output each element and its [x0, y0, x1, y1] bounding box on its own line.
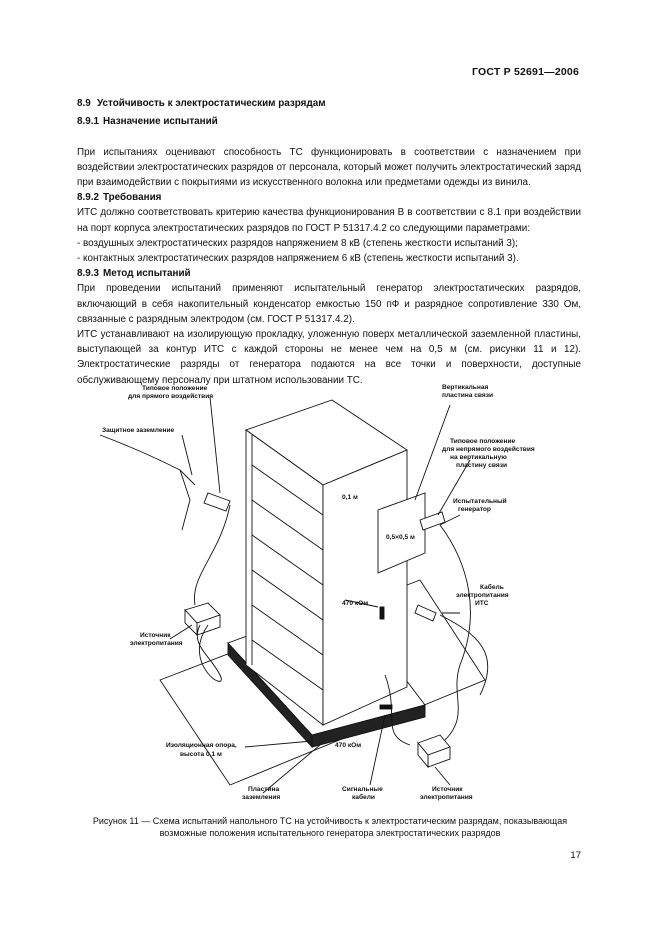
caption-line-2: возможные положения испытательного генератора электростатических разрядов: [159, 828, 501, 838]
label-insulating: Изоляционная опора,: [166, 742, 237, 749]
label-vertical-plate: Вертикальная: [442, 384, 489, 391]
figure-11: [80, 375, 590, 815]
label-insulating-2: высота 0,1 м: [180, 751, 222, 758]
label-generator-2: генератор: [458, 506, 491, 513]
label-power-source-right: Источник: [432, 786, 463, 793]
label-typical-indirect-4: пластину связи: [456, 462, 508, 469]
subsection-number: 8.9.3: [77, 268, 99, 280]
label-dim-01: 0,1 м: [342, 494, 358, 501]
list-item: - воздушных электростатических разрядов напряжением 8 кВ (степень жесткости испытаний 3);: [77, 237, 518, 249]
subsection-number: 8.9.1: [77, 116, 99, 128]
cabinet-side: [323, 450, 407, 725]
label-resistor-bottom: 470 кОм: [335, 742, 362, 749]
label-signal-2: кабели: [352, 794, 375, 801]
subsection-heading: [77, 114, 581, 129]
figure-caption: [40, 815, 620, 839]
paragraph: При проведении испытаний применяют испытательный генератор электростатических разрядов, включающий в себя накопительный конденсатор емкостью 150 пФ и разрядное сопротивление 330 Ом, связанные с разрядным электродом (см. ГОСТ Р 51317.4.2).: [77, 283, 581, 325]
page-content: [77, 96, 581, 388]
subsection-number: 8.9.2: [77, 192, 99, 204]
label-plate-2: заземления: [242, 794, 281, 801]
label-resistor-top: 470 кОм: [342, 600, 369, 607]
label-typical-direct: Типовое положение: [142, 385, 208, 392]
paragraph: ИТС устанавливают на изолирующую прокладку, уложенную поверх металлической заземленной пластины, выступающей за контур ИТС с каждой стороны не менее чем на 0,5 м (см. рисунки 11 и 12). Электростатические разряды от генератора подаются на все точки и поверхности, доступные обслуживающему персоналу при штатном использовании ТС.: [77, 329, 581, 386]
section-heading: [77, 96, 581, 111]
caption-line-1: Рисунок 11 — Схема испытаний напольного ТС на устойчивость к электростатическим разрядам, показывающая: [92, 816, 568, 826]
label-generator: Испытательный: [453, 498, 507, 505]
label-cable: Кабель: [480, 584, 504, 591]
subsection-title: Назначение испытаний: [103, 116, 218, 128]
label-typical-indirect-3: на вертикальную: [450, 454, 507, 461]
label-dim-05: 0,5×0,5 м: [386, 534, 415, 541]
label-protective-ground: Защитное заземление: [102, 427, 175, 434]
section-number: 8.9: [77, 98, 91, 109]
label-power-source-right-2: электропитания: [420, 794, 473, 801]
paragraph: [77, 129, 581, 190]
page-number: 17: [570, 850, 581, 861]
esd-test-diagram: [80, 375, 590, 815]
label-power-source-left-2: электропитания: [130, 640, 183, 647]
label-vertical-plate-2: пластина связи: [442, 392, 494, 399]
subsection-heading: [77, 266, 581, 281]
label-cable-2: электропитания: [456, 592, 509, 599]
subsection-title: Требования: [103, 192, 162, 204]
label-typical-direct-2: для прямого воздействия: [128, 393, 214, 400]
paragraph-text: При испытаниях оценивают способность ТС функционировать в соответствии с назначением при воздействии электростатических разрядов от персонала, который может получить электростатический заряд при взаимодействии с покрытиями из искусственного волокна или предметами одежды из винила.: [77, 146, 581, 189]
label-typical-indirect: Типовое положение: [450, 438, 516, 445]
section-title: Устойчивость к электростатическим разрядам: [97, 98, 326, 109]
paragraph: ИТС должно соответствовать критерию качества функционирования В в соответствии с 8.1 при воздействии на порт корпуса электростатических разрядов по ГОСТ Р 51317.4.2 со следующими параметрами:: [77, 207, 581, 234]
list-item: - контактных электростатических разрядов напряжением 6 кВ (степень жесткости испытаний 3).: [77, 253, 519, 265]
document-code: ГОСТ Р 52691—2006: [471, 66, 579, 78]
subsection-heading: [77, 190, 581, 205]
label-power-source-left: Источник: [140, 632, 171, 639]
direct-discharge-gun: [204, 493, 230, 511]
subsection-title: Метод испытаний: [103, 268, 191, 280]
label-plate: Пластина: [248, 786, 280, 793]
label-cable-3: ИТС: [475, 600, 489, 607]
label-signal: Сигнальные: [342, 786, 383, 793]
label-typical-indirect-2: для непрямого воздействия: [442, 446, 535, 453]
